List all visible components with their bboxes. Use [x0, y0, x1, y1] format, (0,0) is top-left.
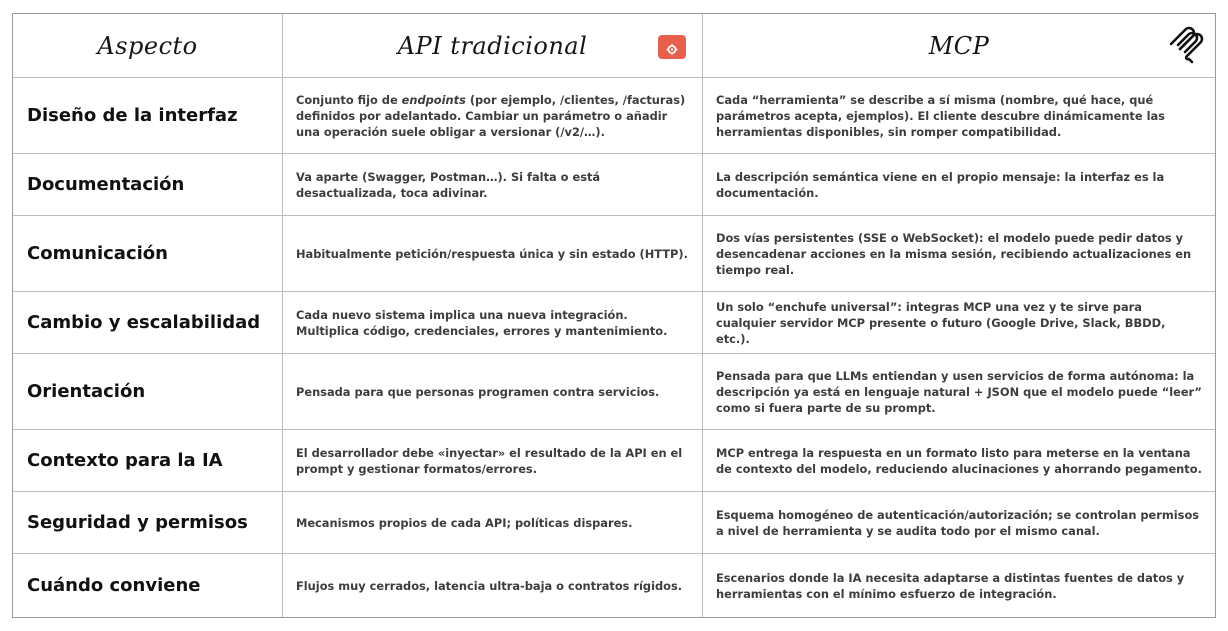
api-cell [283, 430, 703, 492]
api-description: Cada nuevo sistema implica una nueva integración. Multiplica código, credenciales, errores y mantenimiento. [296, 307, 668, 338]
aspect-label: Cuándo conviene [27, 575, 201, 596]
header-mcp-label: MCP [928, 31, 990, 60]
api-description: Flujos muy cerrados, latencia ultra-baja o contratos rígidos. [296, 578, 683, 593]
aspect-label: Documentación [27, 174, 185, 195]
mcp-cell [703, 492, 1215, 554]
aspect-cell [13, 154, 283, 216]
header-aspect [13, 14, 283, 78]
aspect-label: Orientación [27, 381, 146, 402]
header-api [283, 14, 703, 78]
mcp-description: Cada “herramienta” se describe a sí misma (nombre, qué hace, qué parámetros acepta, ejemplos). El cliente descubre dinámicamente las herramientas disponibles, sin romper compatibilidad. [716, 92, 1165, 139]
api-description [296, 92, 690, 140]
mcp-description: Pensada para que LLMs entiendan y usen servicios de forma autónoma: la descripción ya está en lenguaje natural + JSON que el modelo puede “leer” como si fuera parte de su prompt. [716, 368, 1202, 415]
api-description: Pensada para que personas programen contra servicios. [296, 384, 660, 399]
mcp-cell [703, 154, 1215, 216]
aspect-cell [13, 216, 283, 292]
header-api-label: API tradicional [397, 31, 588, 60]
aspect-label: Contexto para la IA [27, 450, 223, 471]
browser-gear-icon [658, 35, 686, 59]
api-text-part: (por ejemplo, /clientes, /facturas) definidos por adelantado. Cambiar un parámetro o añadir una operación suele obligar a versionar (/v2/…). [296, 92, 686, 139]
header-mcp [703, 14, 1215, 78]
mcp-description: Esquema homogéneo de autenticación/autorización; se controlan permisos a nivel de herramienta y se audita todo por el mismo canal. [716, 507, 1200, 538]
aspect-label: Comunicación [27, 243, 168, 264]
comparison-table [12, 13, 1216, 618]
aspect-cell [13, 292, 283, 354]
api-text-emphasis: endpoints [401, 92, 466, 107]
header-aspect-label: Aspecto [97, 31, 198, 60]
mcp-description: MCP entrega la respuesta en un formato listo para meterse en la ventana de contexto del modelo, reduciendo alucinaciones y ahorrando pegamento. [716, 445, 1202, 476]
mcp-cell [703, 430, 1215, 492]
api-cell [283, 354, 703, 430]
api-cell [283, 292, 703, 354]
aspect-cell [13, 78, 283, 154]
api-description: Va aparte (Swagger, Postman…). Si falta o está desactualizada, toca adivinar. [296, 169, 601, 200]
api-cell [283, 554, 703, 617]
mcp-description: Un solo “enchufe universal”: integras MCP una vez y te sirve para cualquier servidor MCP presente o futuro (Google Drive, Slack, BBDD, etc.). [716, 299, 1166, 346]
aspect-cell [13, 492, 283, 554]
mcp-cell [703, 554, 1215, 617]
api-description: Mecanismos propios de cada API; políticas dispares. [296, 515, 633, 530]
mcp-description: La descripción semántica viene en el propio mensaje: la interfaz es la documentación. [716, 169, 1165, 200]
api-cell [283, 154, 703, 216]
mcp-cell [703, 78, 1215, 154]
mcp-cell [703, 292, 1215, 354]
api-cell [283, 78, 703, 154]
mcp-description: Dos vías persistentes (SSE o WebSocket): el modelo puede pedir datos y desencadenar acciones en la misma sesión, recibiendo actualizaciones en tiempo real. [716, 230, 1192, 277]
api-cell [283, 492, 703, 554]
api-description: El desarrollador debe «inyectar» el resultado de la API en el prompt y gestionar formatos/errores. [296, 445, 683, 476]
aspect-cell [13, 430, 283, 492]
mcp-cell [703, 354, 1215, 430]
aspect-label: Cambio y escalabilidad [27, 312, 261, 333]
aspect-label: Diseño de la interfaz [27, 105, 238, 126]
mcp-logo-icon [1167, 26, 1205, 66]
mcp-cell [703, 216, 1215, 292]
api-text-part: Conjunto fijo de [296, 92, 402, 107]
aspect-cell [13, 354, 283, 430]
aspect-cell [13, 554, 283, 617]
api-cell [283, 216, 703, 292]
mcp-description: Escenarios donde la IA necesita adaptarse a distintas fuentes de datos y herramientas con el mínimo esfuerzo de integración. [716, 570, 1185, 601]
api-description: Habitualmente petición/respuesta única y sin estado (HTTP). [296, 246, 688, 261]
aspect-label: Seguridad y permisos [27, 512, 248, 533]
